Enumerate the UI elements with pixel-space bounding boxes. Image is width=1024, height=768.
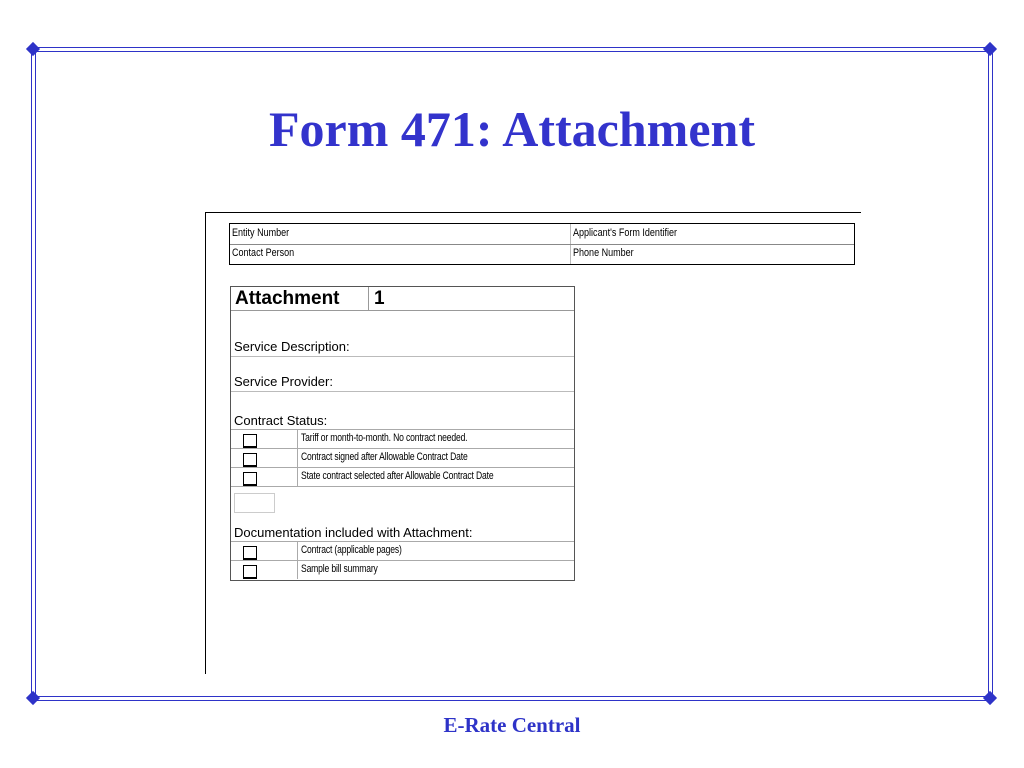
option-separator [297,468,298,486]
contract-status-label: Contract Status: [234,413,328,428]
documentation-option-label: Sample bill summary [301,563,378,575]
documentation-option-label: Contract (applicable pages) [301,544,402,556]
option-separator [297,561,298,579]
documentation-label: Documentation included with Attachment: [234,525,473,540]
attachment-label: Attachment [235,288,340,309]
attachment-number: 1 [374,288,385,309]
contract-status-section [231,392,574,430]
frame-top-line-inner [31,51,992,52]
corner-diamond-bottom-right [983,691,997,705]
documentation-option-row [231,561,574,579]
contract-option-label: Contract signed after Allowable Contract Date [301,451,468,463]
contract-option-checkbox[interactable] [243,434,257,448]
header-row-2 [230,244,854,264]
option-separator [297,430,298,448]
contract-option-row [231,449,574,468]
slide-footer: E-Rate Central [443,713,581,737]
contract-option-label: State contract selected after Allowable Contract Date [301,470,494,482]
blank-entry-box[interactable] [234,493,275,513]
attachment-form [230,286,575,581]
service-description-label: Service Description: [234,339,350,354]
contract-option-label: Tariff or month-to-month. No contract needed. [301,432,468,444]
phone-number-label: Phone Number [573,247,634,259]
corner-diamond-top-right [983,42,997,56]
service-description-section [231,311,574,357]
service-provider-section [231,357,574,392]
corner-diamond-top-left [26,42,40,56]
contact-person-label: Contact Person [232,247,295,259]
contract-option-row [231,468,574,487]
attachment-header [231,287,574,311]
corner-diamond-bottom-left [26,691,40,705]
document-left-border [205,212,206,674]
entity-number-label: Entity Number [232,227,290,239]
option-separator [297,542,298,560]
frame-bottom-line [31,696,992,697]
service-provider-label: Service Provider: [234,374,333,389]
slide-title: Form 471: Attachment [269,101,755,157]
document-top-border [205,212,861,213]
frame-bottom-line-inner [31,700,992,701]
frame-top-line [31,47,992,48]
contract-option-row [231,430,574,449]
documentation-option-row [231,542,574,561]
contract-option-checkbox[interactable] [243,472,257,486]
applicant-form-id-label: Applicant's Form Identifier [573,227,677,239]
documentation-option-checkbox[interactable] [243,565,257,579]
header-table [229,223,855,265]
contract-option-checkbox[interactable] [243,453,257,467]
documentation-option-checkbox[interactable] [243,546,257,560]
attachment-header-separator [368,287,369,310]
header-row-1 [230,224,854,245]
option-separator [297,449,298,467]
